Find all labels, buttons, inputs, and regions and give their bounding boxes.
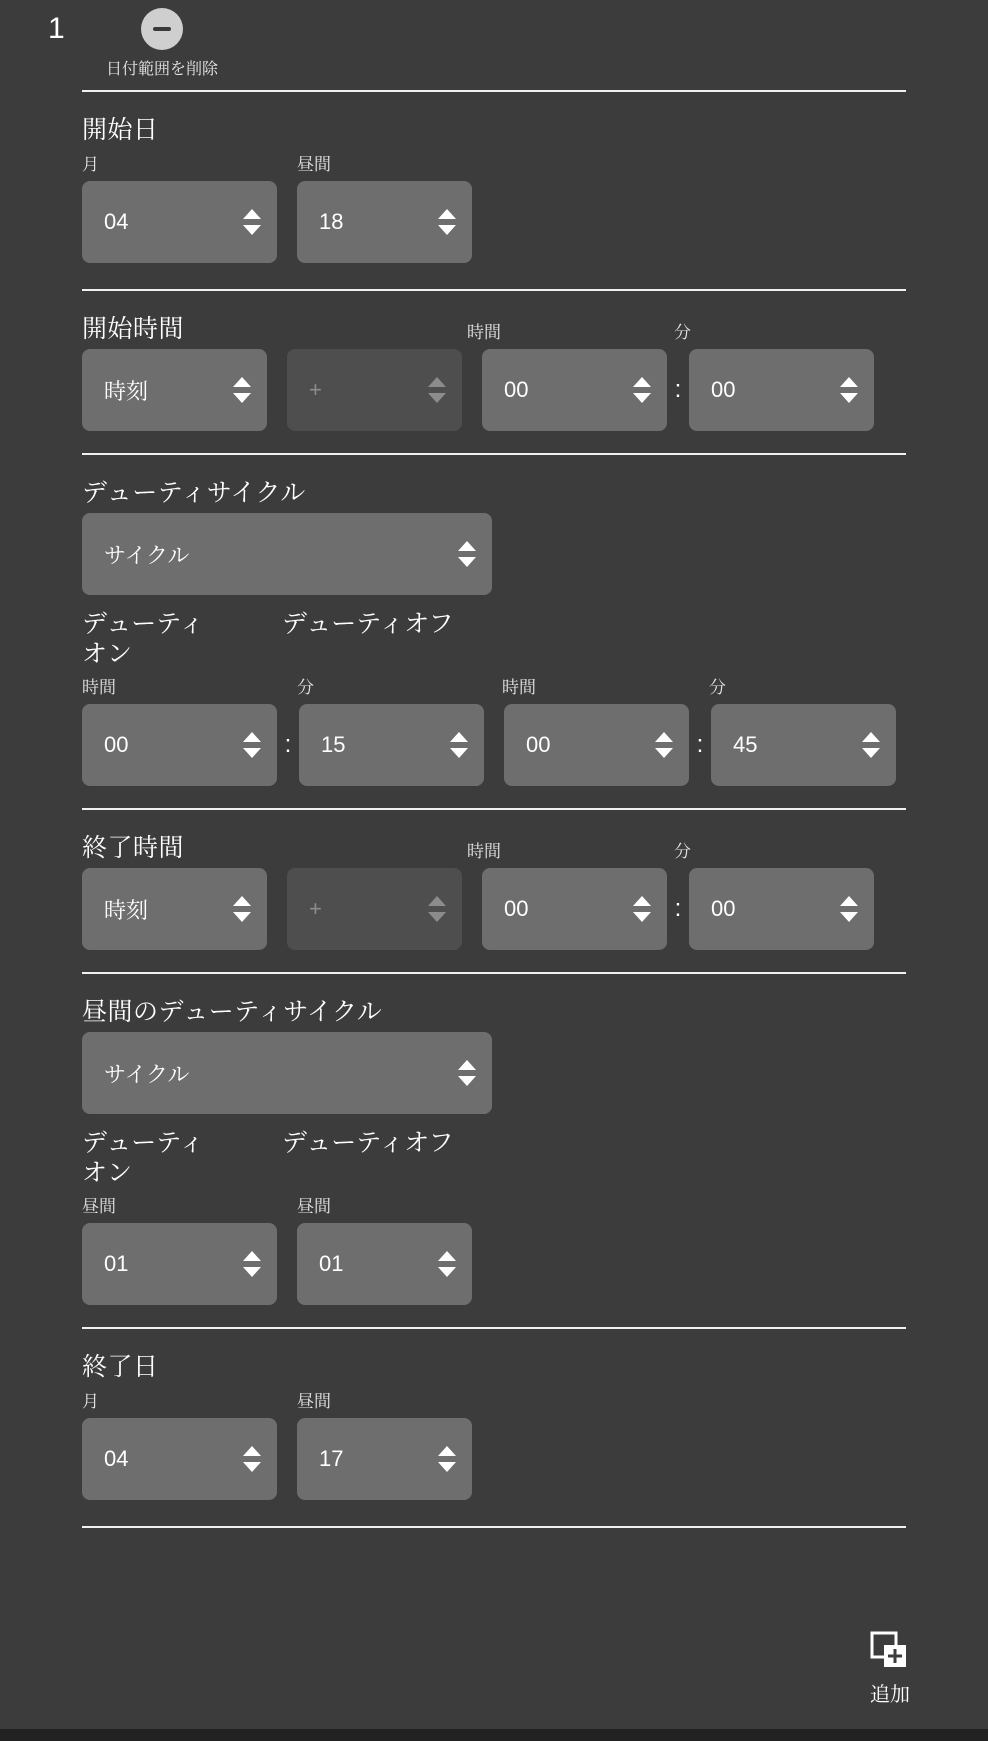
stepper-arrows-icon[interactable]: [434, 1446, 460, 1472]
stepper-arrows-icon[interactable]: [446, 732, 472, 758]
end-time-mode-stepper[interactable]: [82, 868, 267, 950]
end-time-title: 終了時間: [82, 834, 185, 862]
end-time-offset-stepper[interactable]: [287, 868, 462, 950]
stepper-arrows-icon[interactable]: [836, 896, 862, 922]
spacer: [277, 150, 297, 181]
start-time-section: [0, 291, 988, 431]
start-time-offset-value: +: [309, 377, 322, 402]
end-date-day-stepper[interactable]: [297, 1418, 472, 1500]
entry-index: 1: [48, 12, 65, 45]
day-duty-on-value: 01: [104, 1251, 129, 1276]
stepper-arrows-icon[interactable]: [424, 896, 450, 922]
day-duty-off-stepper[interactable]: [297, 1223, 472, 1305]
day-duty-fields: [82, 1223, 906, 1305]
stepper-arrows-icon[interactable]: [434, 209, 460, 235]
duty-cycle-mode-value: サイクル: [104, 542, 190, 568]
stepper-arrows-icon[interactable]: [651, 732, 677, 758]
minus-circle-icon[interactable]: [141, 8, 183, 50]
duty-cycle-section: [0, 473, 988, 786]
duty-off-separator: :: [696, 731, 704, 758]
end-date-month-value: 04: [104, 1446, 129, 1471]
stepper-arrows-icon[interactable]: [229, 896, 255, 922]
end-time-minute-label: 分: [674, 842, 691, 861]
end-time-hour-stepper[interactable]: [482, 868, 667, 950]
stepper-arrows-icon[interactable]: [858, 732, 884, 758]
day-duty-on-title: [82, 1128, 282, 1188]
end-date-labels: [82, 1387, 906, 1418]
start-date-day-value: 18: [319, 209, 344, 234]
stepper-arrows-icon[interactable]: [239, 1251, 265, 1277]
duty-on-hour-stepper[interactable]: [82, 704, 277, 786]
start-date-month-label: 月: [82, 155, 99, 174]
duty-off-minute-label: 分: [709, 678, 726, 697]
system-navigation-bar: [0, 1729, 988, 1741]
add-range-label: 追加: [870, 1684, 910, 1706]
end-date-title: 終了日: [82, 1353, 159, 1381]
start-date-day-stepper[interactable]: [297, 181, 472, 263]
divider-duty-cycle: [82, 453, 906, 455]
end-time-heading-row: [82, 810, 906, 868]
duty-cycle-labels: [82, 673, 906, 704]
duty-off-minute-stepper[interactable]: [711, 704, 896, 786]
stepper-arrows-icon[interactable]: [239, 209, 265, 235]
end-time-separator: :: [674, 895, 682, 922]
divider-end-date: [82, 1327, 906, 1329]
duty-headings: [82, 609, 906, 669]
start-time-minute-value: 00: [711, 377, 736, 402]
day-duty-cycle-mode-row: [82, 1032, 906, 1114]
stepper-arrows-icon[interactable]: [629, 377, 655, 403]
day-duty-on-title-line2: オン: [82, 1159, 133, 1187]
day-duty-off-label: 昼間: [297, 1197, 331, 1216]
divider-day-duty-cycle: [82, 972, 906, 974]
start-time-mode-stepper[interactable]: [82, 349, 267, 431]
start-date-fields: [82, 181, 906, 263]
day-duty-headings: [82, 1128, 906, 1188]
add-range-button[interactable]: [870, 1631, 910, 1707]
divider-top: [82, 90, 906, 92]
day-duty-cycle-section: [0, 992, 988, 1305]
end-date-section: [0, 1347, 988, 1500]
day-duty-cycle-mode-value: サイクル: [104, 1061, 190, 1087]
stepper-arrows-icon[interactable]: [454, 1060, 480, 1086]
duty-on-minute-label: 分: [297, 678, 314, 697]
start-date-month-value: 04: [104, 209, 129, 234]
duty-on-hour-value: 00: [104, 732, 129, 757]
duty-on-separator: :: [284, 731, 292, 758]
start-time-fields: [82, 349, 906, 431]
duty-off-hour-value: 00: [526, 732, 551, 757]
start-time-title: 開始時間: [82, 315, 185, 343]
stepper-arrows-icon[interactable]: [629, 896, 655, 922]
stepper-arrows-icon[interactable]: [239, 732, 265, 758]
stepper-arrows-icon[interactable]: [434, 1251, 460, 1277]
stepper-arrows-icon[interactable]: [239, 1446, 265, 1472]
duty-off-hour-label: 時間: [502, 678, 536, 697]
end-date-day-value: 17: [319, 1446, 344, 1471]
duty-on-minute-stepper[interactable]: [299, 704, 484, 786]
duty-on-hour-label: 時間: [82, 678, 116, 697]
end-date-month-stepper[interactable]: [82, 1418, 277, 1500]
stepper-arrows-icon[interactable]: [229, 377, 255, 403]
day-duty-cycle-mode-stepper[interactable]: [82, 1032, 492, 1114]
start-time-minute-label: 分: [674, 323, 691, 342]
day-duty-on-stepper[interactable]: [82, 1223, 277, 1305]
duty-cycle-mode-stepper[interactable]: [82, 513, 492, 595]
start-date-title: 開始日: [82, 116, 159, 144]
divider-footer: [82, 1526, 906, 1528]
end-time-section: [0, 810, 988, 950]
end-date-day-label: 昼間: [297, 1392, 331, 1411]
duty-cycle-title: デューティサイクル: [82, 479, 306, 507]
start-time-mode-value: 時刻: [104, 378, 149, 404]
day-duty-on-title-line1: デューティ: [82, 1129, 205, 1157]
start-time-hour-value: 00: [504, 377, 529, 402]
duty-off-minute-value: 45: [733, 732, 758, 757]
stepper-arrows-icon[interactable]: [836, 377, 862, 403]
start-time-heading-row: [82, 291, 906, 349]
duty-cycle-fields: [82, 704, 906, 786]
remove-date-range-control[interactable]: [82, 8, 242, 79]
start-time-separator: :: [674, 376, 682, 403]
day-duty-off-value: 01: [319, 1251, 344, 1276]
end-time-hour-label: 時間: [467, 842, 501, 861]
end-date-month-label: 月: [82, 1392, 99, 1411]
end-time-mode-value: 時刻: [104, 897, 149, 923]
duty-on-title-line1: デューティ: [82, 610, 205, 638]
duty-on-title: [82, 609, 282, 669]
end-time-minute-stepper[interactable]: [689, 868, 874, 950]
day-duty-labels: [82, 1192, 906, 1223]
end-time-hour-value: 00: [504, 896, 529, 921]
end-time-offset-value: +: [309, 896, 322, 921]
stepper-arrows-icon[interactable]: [454, 541, 480, 567]
start-date-section: [0, 110, 988, 263]
day-duty-cycle-title: 昼間のデューティサイクル: [82, 998, 383, 1026]
start-time-offset-stepper[interactable]: [287, 349, 462, 431]
start-time-hour-label: 時間: [467, 323, 501, 342]
end-time-minute-value: 00: [711, 896, 736, 921]
duty-off-title: デューティオフ: [282, 610, 454, 638]
start-time-hour-stepper[interactable]: [482, 349, 667, 431]
duty-on-title-line2: オン: [82, 640, 133, 668]
duty-off-hour-stepper[interactable]: [504, 704, 689, 786]
day-duty-on-label: 昼間: [82, 1197, 116, 1216]
duty-cycle-mode-row: [82, 513, 906, 595]
start-date-day-label: 昼間: [297, 155, 331, 174]
start-date-month-stepper[interactable]: [82, 181, 277, 263]
end-time-fields: [82, 868, 906, 950]
day-duty-off-title: デューティオフ: [282, 1129, 454, 1157]
remove-date-range-label: 日付範囲を削除: [105, 61, 218, 78]
entry-header: [0, 0, 988, 84]
start-date-labels: [82, 150, 906, 181]
duty-on-minute-value: 15: [321, 732, 346, 757]
stepper-arrows-icon[interactable]: [424, 377, 450, 403]
minus-glyph: [153, 27, 171, 31]
start-time-minute-stepper[interactable]: [689, 349, 874, 431]
add-box-icon[interactable]: [870, 1631, 910, 1676]
end-date-fields: [82, 1418, 906, 1500]
